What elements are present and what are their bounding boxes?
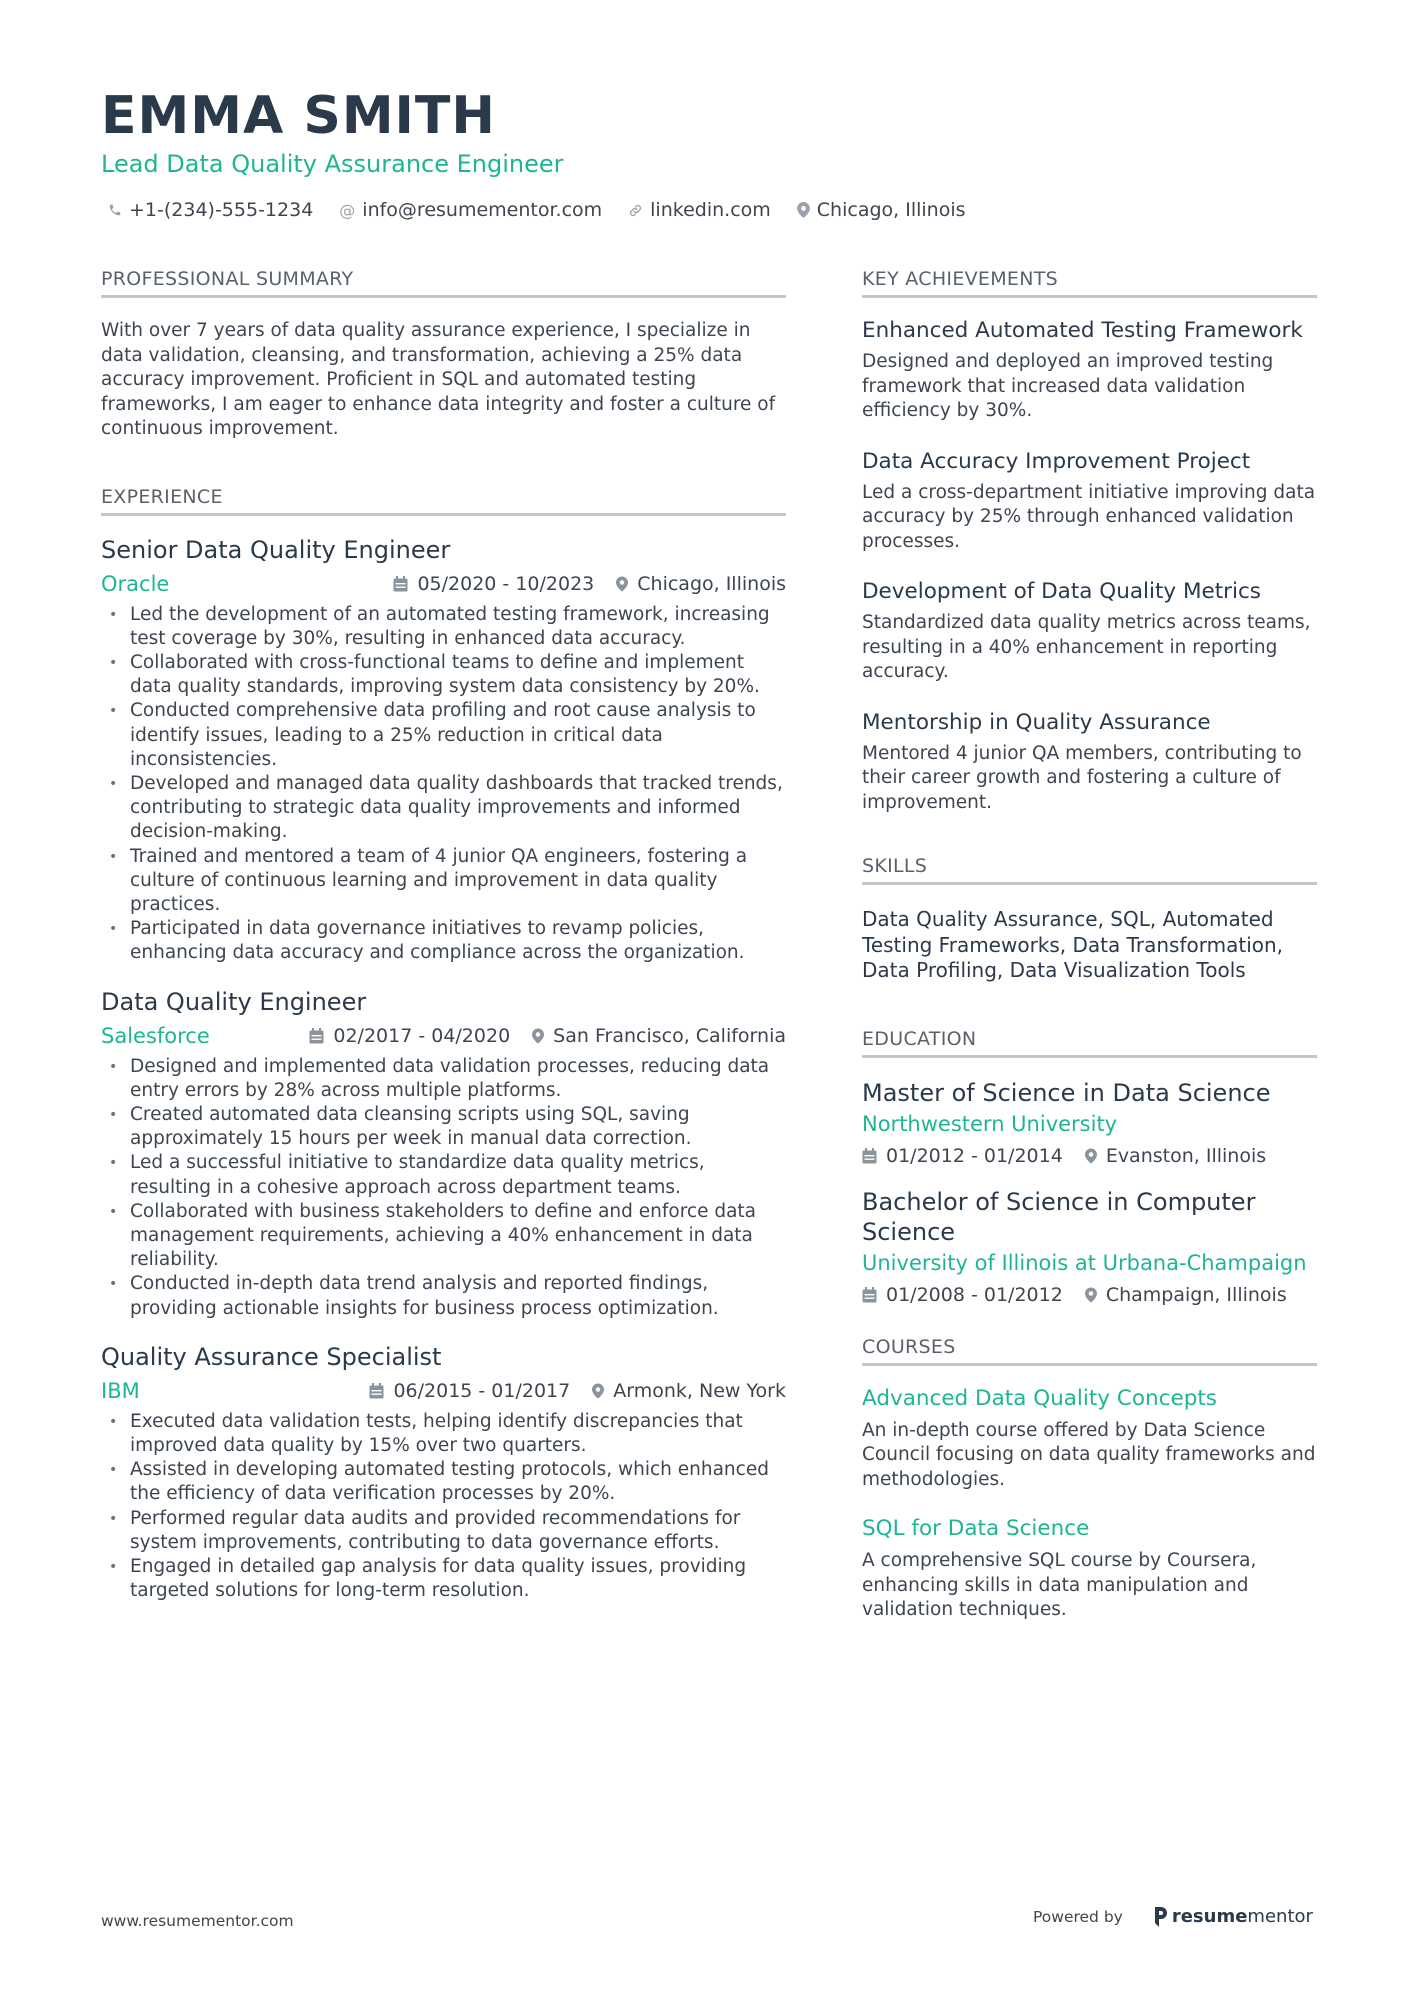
calendar-icon [393,576,408,592]
contact-bar [108,199,992,221]
location-pin-icon [532,1028,544,1044]
job-location [532,1025,786,1047]
bullet-item: • Collaborated with business stakeholders to define and enforce data management requirements, achieving a 40% enhancement in data reliability. [101,1200,786,1273]
job-entry [101,536,786,966]
calendar-icon [309,1028,324,1044]
right-column [862,268,1317,1647]
job-title: Quality Assurance Specialist [101,1342,442,1371]
achievements-section [862,268,1317,815]
achievement-title: Mentorship in Quality Assurance [862,709,1211,735]
location-pin-icon [1085,1148,1097,1164]
job-title: Data Quality Engineer [101,987,367,1016]
education-dates-text: 01/2012 - 01/2014 [886,1144,1063,1167]
bullet-item: • Led a successful initiative to standardize data quality metrics, resulting in a cohesive approach across department teams. [101,1151,786,1199]
powered-by-label: Powered by [1033,1907,1123,1926]
job-dates-text: 05/2020 - 10/2023 [417,572,595,595]
brand-rest-text: mentor [1247,1906,1313,1927]
job-meta-details [309,1025,786,1047]
achievement-title: Data Accuracy Improvement Project [862,448,1251,474]
achievement-title: Enhanced Automated Testing Framework [862,318,1303,343]
calendar-icon [862,1287,877,1303]
contact-phone [108,199,313,221]
footer-website[interactable]: www.resumementor.com [101,1912,294,1930]
education-section [862,1028,1317,1306]
education-meta [862,1145,1317,1167]
left-column [101,268,786,1625]
course-title: SQL for Data Science [862,1516,1090,1541]
education-item [862,1187,1317,1306]
education-dates [862,1284,1063,1306]
education-heading: EDUCATION [862,1028,1317,1058]
achievement-desc: Mentored 4 junior QA members, contributing to their career growth and fostering a culture of improvement. [862,742,1302,813]
job-company: Salesforce [101,1023,210,1048]
achievement-desc: Standardized data quality metrics across teams, resulting in a 40% enhancement in reporting accuracy. [862,612,1311,682]
achievement-title: Development of Data Quality Metrics [862,579,1261,604]
job-location-text: San Francisco, California [553,1024,786,1047]
location-pin-icon [616,576,628,592]
job-dates-text: 02/2017 - 04/2020 [333,1024,511,1047]
job-dates [369,1380,570,1402]
location-text: Chicago, Illinois [816,199,966,221]
bullet-item: • Led the development of an automated testing framework, increasing test coverage by 30%, resulting in enhanced data accuracy. [101,603,786,651]
bullet-item: • Created automated data cleansing scripts using SQL, saving approximately 15 hours per week in manual data correction. [101,1103,786,1151]
email-text: info@resumementor.com [362,199,603,221]
experience-section [101,486,786,1604]
education-school: Northwestern University [862,1111,1118,1136]
bullet-item: • Collaborated with cross-functional teams to define and implement data quality standards, improving system data consistency by 20%. [101,651,786,699]
bullet-item: • Conducted comprehensive data profiling and root cause analysis to identify issues, leading to a 25% reduction in critical data inconsistencies. [101,699,786,772]
course-title: Advanced Data Quality Concepts [862,1385,1217,1411]
bullet-item: • Conducted in-depth data trend analysis and reported findings, providing actionable insights for business process optimization. [101,1272,786,1320]
job-company: IBM [101,1378,140,1403]
bullet-item: • Developed and managed data quality dashboards that tracked trends, contributing to strategic data quality improvements and informed decision-making. [101,772,786,845]
achievement-item [862,710,1317,816]
job-entry [101,988,786,1321]
bullet-item: • Designed and implemented data validation processes, reducing data entry errors by 28% across multiple platforms. [101,1055,786,1103]
achievement-item [862,449,1317,555]
experience-heading: EXPERIENCE [101,486,786,516]
courses-section [862,1336,1317,1623]
achievement-desc: Designed and deployed an improved testing framework that increased data validation efficiency by 30%. [862,351,1274,421]
phone-icon [108,203,122,217]
brand-logo[interactable] [1153,1906,1313,1927]
course-desc: A comprehensive SQL course by Coursera, enhancing skills in data manipulation and validation techniques. [862,1550,1257,1620]
summary-text: With over 7 years of data quality assurance experience, I specialize in data validation, cleansing, and transformation, achieving a 25% data accuracy improvement. Proficient in SQL and automated testing frameworks, I am eager to enhance data integrity and foster a culture of continuous improvement. [101,320,776,439]
job-bullets [101,603,786,966]
brand-mark-icon [1153,1907,1167,1927]
job-entry [101,1343,786,1604]
bullet-item: • Trained and mentored a team of 4 junior QA engineers, fostering a culture of continuous learning and improvement in data quality practices. [101,845,786,918]
education-item [862,1078,1317,1167]
job-company: Oracle [101,571,170,596]
education-degree: Bachelor of Science in Computer Science [862,1187,1256,1246]
achievements-heading: KEY ACHIEVEMENTS [862,268,1317,298]
job-meta-details [369,1380,786,1402]
job-meta [101,1379,786,1403]
bullet-item: • Engaged in detailed gap analysis for data quality issues, providing targeted solutions for long-term resolution. [101,1555,786,1603]
contact-location [797,199,966,221]
education-location-text: Evanston, Illinois [1105,1144,1267,1167]
contact-linkedin[interactable] [628,199,771,221]
location-pin-icon [1085,1287,1097,1303]
bullet-item: • Performed regular data audits and provided recommendations for system improvements, contributing to data governance efforts. [101,1507,786,1555]
phone-text: +1-(234)-555-1234 [129,199,314,221]
job-dates [309,1025,510,1047]
job-meta [101,572,786,596]
job-meta [101,1024,786,1048]
calendar-icon [369,1383,384,1399]
footer-powered [1033,1906,1313,1927]
education-dates [862,1145,1063,1167]
linkedin-text: linkedin.com [650,199,771,221]
achievement-desc: Led a cross-department initiative improving data accuracy by 25% through enhanced validation processes. [862,481,1316,552]
education-dates-text: 01/2008 - 01/2012 [886,1283,1063,1306]
skills-text: Data Quality Assurance, SQL, Automated Testing Frameworks, Data Transformation, Data Profiling, Data Visualization Tools [862,907,1284,982]
bullet-item: • Participated in data governance initiatives to revamp policies, enhancing data accuracy and compliance across the organization. [101,917,786,965]
job-bullets [101,1055,786,1321]
education-meta [862,1284,1317,1306]
calendar-icon [862,1148,877,1164]
job-location-text: Armonk, New York [613,1379,786,1402]
education-degree: Master of Science in Data Science [862,1078,1271,1107]
education-location-text: Champaign, Illinois [1105,1283,1287,1306]
candidate-name: EMMA SMITH [101,86,496,146]
education-school: University of Illinois at Urbana-Champaign [862,1250,1307,1275]
course-desc: An in-depth course offered by Data Science Council focusing on data quality frameworks and methodologies. [862,1419,1316,1490]
brand-bold-text: resume [1171,1906,1248,1927]
job-title: Senior Data Quality Engineer [101,535,451,564]
job-dates [393,573,594,595]
location-pin-icon [797,202,810,218]
achievement-item [862,579,1317,685]
course-item [862,1516,1317,1623]
link-icon [628,203,643,218]
job-bullets [101,1410,786,1604]
skills-heading: SKILLS [862,855,1317,885]
summary-heading: PROFESSIONAL SUMMARY [101,268,786,298]
courses-heading: COURSES [862,1336,1317,1366]
bullet-item: • Assisted in developing automated testing protocols, which enhanced the efficiency of data verification processes by 20%. [101,1458,786,1506]
job-dates-text: 06/2015 - 01/2017 [393,1379,571,1402]
at-icon: @ [339,200,356,220]
candidate-role: Lead Data Quality Assurance Engineer [101,150,564,178]
bullet-item: • Executed data validation tests, helping identify discrepancies that improved data quality by 15% over two quarters. [101,1410,786,1458]
course-item [862,1386,1317,1493]
job-location-text: Chicago, Illinois [637,572,786,595]
education-location [1085,1145,1266,1167]
skills-section [862,855,1317,984]
location-pin-icon [592,1383,604,1399]
job-meta-details [393,573,786,595]
achievement-item [862,318,1317,424]
contact-email[interactable] [339,199,602,221]
education-location [1085,1284,1287,1306]
summary-section [101,268,786,442]
job-location [616,573,786,595]
job-location [592,1380,786,1402]
